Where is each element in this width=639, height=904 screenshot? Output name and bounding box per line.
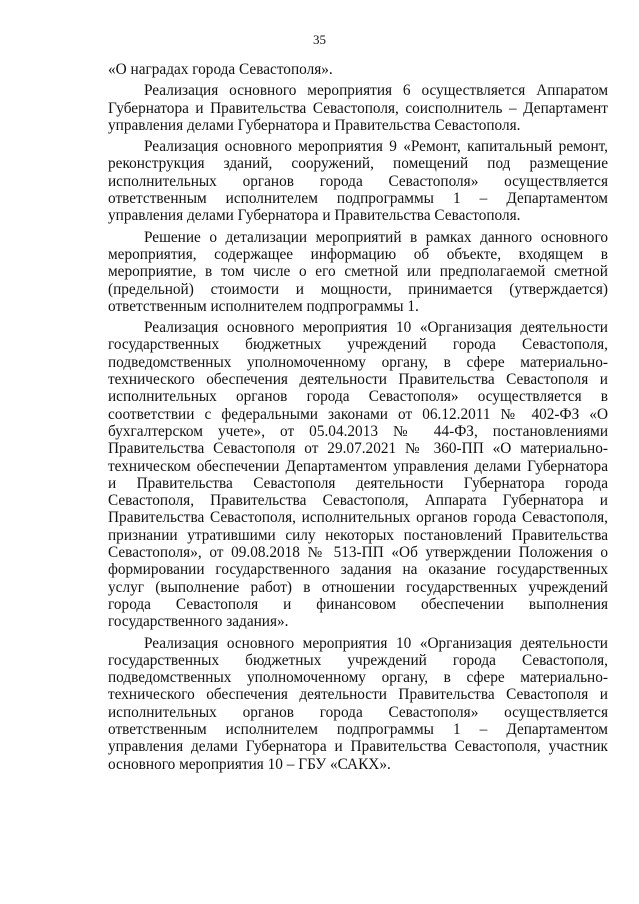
paragraph-activity-9: Реализация основного мероприятия 9 «Ремонт, капитальный ремонт, реконструкция зданий, сооружений, помещений под размещение исполнительных органов города Севастополя» осуществляется ответственным исполнителем подпрограммы 1 – Департаментом управления делами Губернатора и Правительства Севастополя. (108, 138, 608, 225)
paragraph-detailing-decision: Решение о детализации мероприятий в рамках данного основного мероприятия, содержащее информацию об объекте, входящем в мероприятие, в том числе о его сметной или предполагаемой сметной (предельной) стоимости и мощности, принимается (утверждается) ответственным исполнителем подпрограммы 1. (108, 228, 608, 315)
document-body (108, 61, 608, 777)
page-number: 35 (313, 32, 326, 47)
paragraph-activity-10-executor: Реализация основного мероприятия 10 «Организация деятельности государственных бюджетных учреждений города Севастополя, подведомственных уполномоченному органу, в сфере материально-технического обеспечения деятельности Правительства Севастополя и исполнительных органов города Севастополя» осуществляется ответственным исполнителем подпрограммы 1 – Департаментом управления делами Губернатора и Правительства Севастополя, участник основного мероприятия 10 – ГБУ «САКХ». (108, 634, 608, 773)
paragraph-activity-6: Реализация основного мероприятия 6 осуществляется Аппаратом Губернатора и Правительства Севастополя, соисполнитель – Департамент управления делами Губернатора и Правительства Севастополя. (108, 82, 608, 134)
paragraph-activity-10-legal-basis: Реализация основного мероприятия 10 «Организация деятельности государственных бюджетных учреждений города Севастополя, подведомственных уполномоченному органу, в сфере материально-технического обеспечения деятельности Правительства Севастополя и исполнительных органов города Севастополя» осуществляется в соответствии с федеральными законами от 06.12.2011 № 402-ФЗ «О бухгалтерском учете», от 05.04.2013 № 44-ФЗ, постановлениями Правительства Севастополя от 29.07.2021 № 360-ПП «О материально-техническом обеспечении Департаментом управления делами Губернатора и Правительства Севастополя деятельности Губернатора города Севастополя, Правительства Севастополя, Аппарата Губернатора и Правительства Севастополя, исполнительных органов города Севастополя, признании утратившими силу некоторых постановлений Правительства Севастополя», от 09.08.2018 № 513-ПП «Об утверждении Положения о формировании государственного задания на оказание государственных услуг (выполнение работ) в отношении государственных учреждений города Севастополя и финансовом обеспечении выполнения государственного задания». (108, 319, 608, 631)
paragraph-continuation: «О наградах города Севастополя». (108, 61, 333, 78)
